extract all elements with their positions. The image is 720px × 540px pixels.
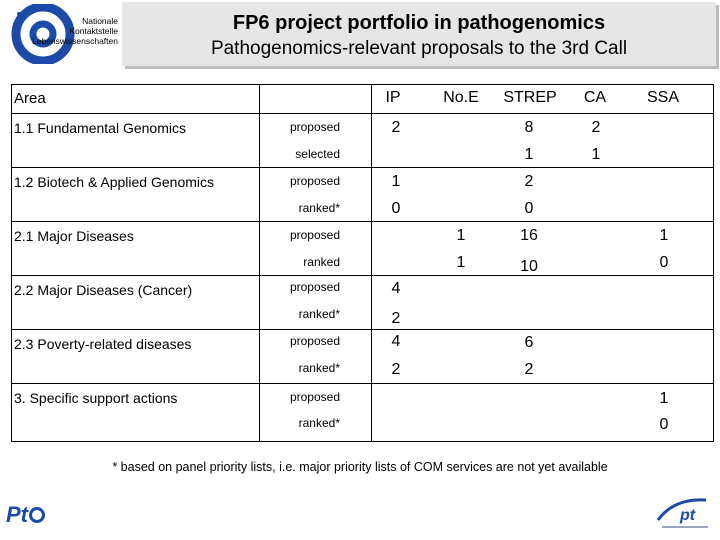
- nks-logo: [3, 2, 121, 66]
- col-header-ssa: SSA: [646, 89, 679, 106]
- cell-value: 10: [520, 258, 538, 275]
- cell-value: 2: [524, 361, 534, 378]
- cell-value: 2: [391, 361, 401, 378]
- logo-line2: Kontaktstelle: [69, 26, 118, 36]
- cell-value: 0: [391, 200, 401, 217]
- table-rule: [11, 329, 714, 330]
- cell-value: 4: [391, 280, 401, 297]
- page-title: FP6 project portfolio in pathogenomics: [232, 12, 606, 34]
- area-name: 3. Specific support actions: [14, 390, 178, 406]
- cell-value: 2: [524, 173, 534, 190]
- cell-value: 1: [591, 146, 601, 163]
- cell-value: 1: [659, 227, 669, 244]
- logo-line3: Lebenswissenschaften: [31, 36, 118, 46]
- table-rule: [11, 221, 714, 222]
- row-label: proposed: [289, 228, 340, 242]
- table-divider-labels: [371, 84, 372, 442]
- cell-value: 2: [391, 310, 401, 327]
- table-rule: [11, 167, 714, 168]
- pt-logo-left: [6, 502, 46, 528]
- cell-value: 1: [524, 146, 534, 163]
- page-subtitle: Pathogenomics-relevant proposals to the 3rd Call: [210, 38, 628, 59]
- cell-value: 6: [524, 334, 534, 351]
- pt-logo-right: [654, 490, 714, 534]
- logo-line1: Nationale: [82, 16, 118, 26]
- pt-logo-left-text: Pt: [6, 502, 28, 527]
- row-label: selected: [295, 147, 340, 161]
- row-label: ranked: [303, 255, 340, 269]
- pt-logo-ring-icon: [28, 506, 46, 524]
- pt-logo-right-text: pt: [680, 507, 696, 524]
- col-header-noe: No.E: [443, 89, 479, 106]
- table-header-rule: [11, 113, 714, 114]
- area-name: 2.1 Major Diseases: [14, 228, 134, 244]
- area-name: 2.3 Poverty-related diseases: [14, 336, 192, 352]
- row-label: ranked*: [298, 361, 340, 375]
- row-label: proposed: [289, 174, 340, 188]
- cell-value: 16: [520, 227, 538, 244]
- cell-value: 1: [659, 390, 669, 407]
- col-header-strep: STREP: [503, 89, 557, 106]
- portfolio-table: [11, 84, 714, 442]
- row-label: ranked*: [298, 201, 340, 215]
- cell-value: 4: [391, 333, 401, 350]
- row-label: proposed: [289, 390, 340, 404]
- pt-logo-swoosh-icon: [654, 490, 714, 534]
- row-label: ranked*: [298, 416, 340, 430]
- area-name: 1.2 Biotech & Applied Genomics: [14, 174, 215, 190]
- title-banner: [122, 2, 716, 66]
- nks-logo-icon: [7, 4, 77, 64]
- table-rule: [11, 383, 714, 384]
- cell-value: 0: [524, 200, 534, 217]
- cell-value: 0: [659, 254, 669, 271]
- row-label: proposed: [289, 280, 340, 294]
- cell-value: 1: [456, 227, 466, 244]
- col-header-ip: IP: [385, 89, 401, 106]
- area-name: 1.1 Fundamental Genomics: [14, 120, 186, 136]
- cell-value: 8: [524, 119, 534, 136]
- cell-value: 2: [391, 119, 401, 136]
- row-label: proposed: [289, 120, 340, 134]
- cell-value: 0: [659, 416, 669, 433]
- row-label: ranked*: [298, 307, 340, 321]
- cell-value: 2: [591, 119, 601, 136]
- area-name: 2.2 Major Diseases (Cancer): [14, 282, 193, 298]
- col-header-ca: CA: [583, 89, 607, 106]
- row-label: proposed: [289, 334, 340, 348]
- cell-value: 1: [391, 173, 401, 190]
- cell-value: 1: [456, 254, 466, 271]
- footnote: * based on panel priority lists, i.e. major priority lists of COM services are not yet available: [112, 460, 608, 474]
- area-header: Area: [14, 90, 46, 107]
- table-rule: [11, 275, 714, 276]
